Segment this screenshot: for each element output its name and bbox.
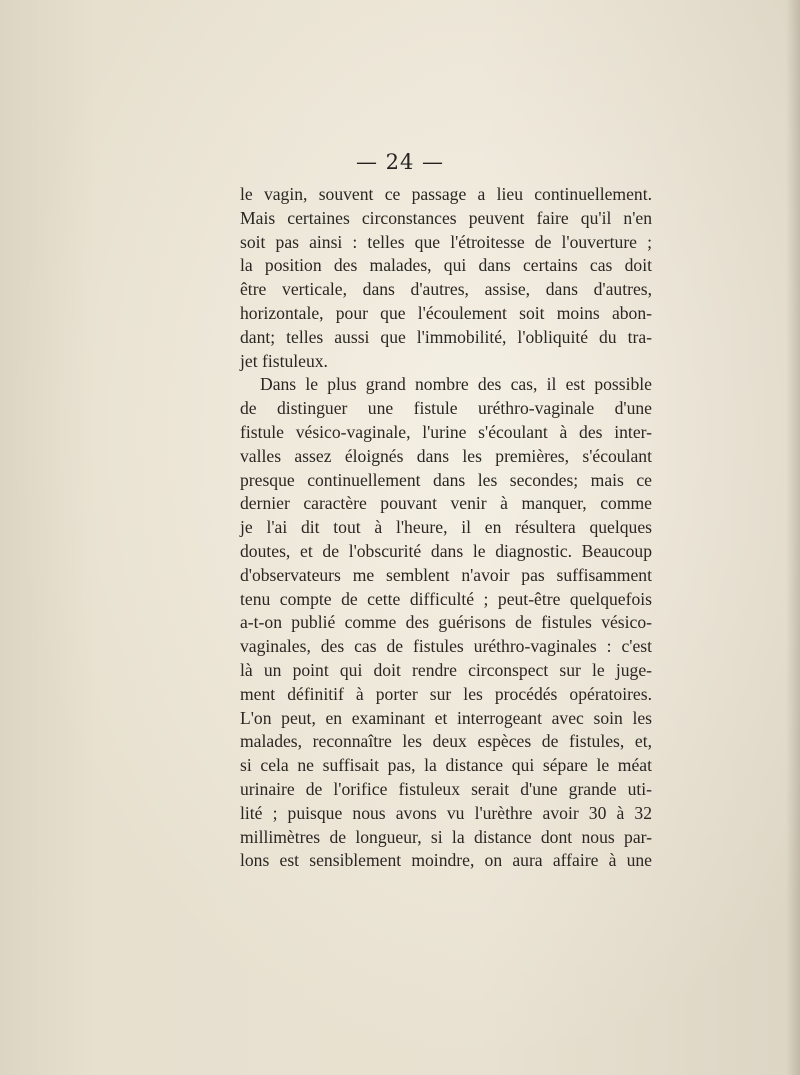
- text-line: millimètres de longueur, si la distance dont nous par-: [240, 826, 652, 847]
- text-line: dernier caractère pouvant venir à manquer, comme: [240, 493, 652, 514]
- text-line: là un point qui doit rendre circonspect sur le juge-: [240, 659, 652, 680]
- text-line: presque continuellement dans les secondes; mais ce: [240, 469, 652, 490]
- text-line: doutes, et de l'obscurité dans le diagnostic. Beaucoup: [240, 540, 652, 561]
- text-line: malades, reconnaître les deux espèces de fistules, et,: [240, 731, 652, 752]
- text-line: Mais certaines circonstances peuvent faire qu'il n'en: [240, 207, 652, 228]
- text-line: si cela ne suffisait pas, la distance qui sépare le méat: [240, 755, 652, 776]
- text-line: L'on peut, en examinant et interrogeant avec soin les: [240, 707, 652, 728]
- body-text: [240, 183, 652, 873]
- text-line: a-t-on publié comme des guérisons de fistules vésico-: [240, 612, 652, 633]
- text-line: d'observateurs me semblent n'avoir pas suffisamment: [240, 564, 652, 585]
- text-line: tenu compte de cette difficulté ; peut-être quelquefois: [240, 588, 652, 609]
- page-number: — 24 —: [355, 150, 445, 174]
- text-line: lité ; puisque nous avons vu l'urèthre avoir 30 à 32: [240, 802, 652, 823]
- text-line: ment définitif à porter sur les procédés opératoires.: [240, 683, 652, 704]
- text-line: je l'ai dit tout à l'heure, il en résultera quelques: [240, 517, 652, 538]
- text-line: lons est sensiblement moindre, on aura affaire à une: [240, 850, 652, 871]
- text-line: de distinguer une fistule uréthro-vaginale d'une: [240, 398, 652, 419]
- text-line: jet fistuleux.: [240, 350, 328, 371]
- text-line: soit pas ainsi : telles que l'étroitesse de l'ouverture ;: [240, 231, 652, 252]
- text-line: la position des malades, qui dans certains cas doit: [240, 255, 652, 276]
- text-line: urinaire de l'orifice fistuleux serait d'une grande uti-: [240, 778, 652, 799]
- text-line: Dans le plus grand nombre des cas, il est possible: [260, 374, 652, 395]
- text-line: valles assez éloignés dans les premières, s'écoulant: [240, 445, 652, 466]
- text-line: être verticale, dans d'autres, assise, dans d'autres,: [240, 279, 652, 300]
- text-line: le vagin, souvent ce passage a lieu continuellement.: [240, 184, 652, 204]
- text-line: fistule vésico-vaginale, l'urine s'écoulant à des inter-: [240, 421, 652, 442]
- text-line: vaginales, des cas de fistules uréthro-vaginales : c'est: [240, 636, 652, 657]
- text-line: horizontale, pour que l'écoulement soit moins abon-: [240, 302, 652, 323]
- text-line: dant; telles aussi que l'immobilité, l'obliquité du tra-: [240, 326, 652, 347]
